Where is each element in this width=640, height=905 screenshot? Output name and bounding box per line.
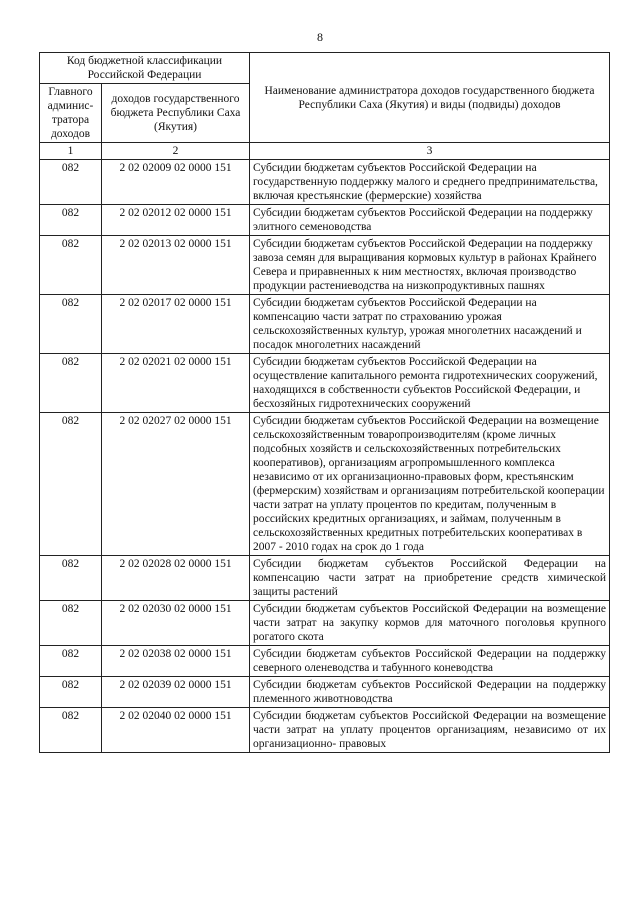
income-code-cell: 2 02 02021 02 0000 151 [102,354,250,413]
income-code-cell: 2 02 02027 02 0000 151 [102,413,250,556]
income-code-cell: 2 02 02009 02 0000 151 [102,160,250,205]
header-name-column: Наименование администратора доходов государственного бюджета Республики Саха (Якутия) и виды (подвиды) доходов [250,53,610,143]
income-description-cell: Субсидии бюджетам субъектов Российской Федерации на осуществление капитального ремонта гидротехнических сооружений, находящихся в собственности субъектов Российской Федерации, и бесхозяйных гидротехнических сооружений [250,354,610,413]
income-code-cell: 2 02 02013 02 0000 151 [102,236,250,295]
column-number-3: 3 [250,143,610,160]
table-row [40,354,610,413]
table-column-numbers-row [40,143,610,160]
income-description-cell: Субсидии бюджетам субъектов Российской Федерации на возмещение части затрат на закупку кормов для маточного поголовья крупного рогатого скота [250,601,610,646]
column-number-1: 1 [40,143,102,160]
table-row [40,708,610,753]
admin-code-cell: 082 [40,677,102,708]
admin-code-cell: 082 [40,205,102,236]
admin-code-cell: 082 [40,601,102,646]
column-number-2: 2 [102,143,250,160]
income-code-cell: 2 02 02030 02 0000 151 [102,601,250,646]
admin-code-cell: 082 [40,646,102,677]
table-row [40,236,610,295]
income-description-cell: Субсидии бюджетам субъектов Российской Федерации на поддержку северного оленеводства и табунного коневодства [250,646,610,677]
admin-code-cell: 082 [40,295,102,354]
header-income-code-column: доходов государственного бюджета Республики Саха (Якутия) [102,84,250,143]
income-code-cell: 2 02 02039 02 0000 151 [102,677,250,708]
income-code-cell: 2 02 02012 02 0000 151 [102,205,250,236]
admin-code-cell: 082 [40,354,102,413]
page-number: 8 [317,30,323,44]
table-row [40,205,610,236]
income-code-cell: 2 02 02040 02 0000 151 [102,708,250,753]
table-row [40,677,610,708]
admin-code-cell: 082 [40,708,102,753]
income-description-cell: Субсидии бюджетам субъектов Российской Федерации на возмещение части затрат на уплату процентов организациям, независимо от их организационно- правовых [250,708,610,753]
income-description-cell: Субсидии бюджетам субъектов Российской Федерации на компенсацию части затрат по страхованию урожая сельскохозяйственных культур, урожая многолетних насаждений и посадок многолетних насаждений [250,295,610,354]
admin-code-cell: 082 [40,556,102,601]
header-admin-column: Главного админис-тратора доходов [40,84,102,143]
income-description-cell: Субсидии бюджетам субъектов Российской Федерации на государственную поддержку малого и среднего предпринимательства, включая крестьянские (фермерские) хозяйства [250,160,610,205]
table-header-row [40,53,610,84]
income-description-cell: Субсидии бюджетам субъектов Российской Федерации на возмещение сельскохозяйственным товаропроизводителям (кроме личных подсобных хозяйств и сельскохозяйственных потребительских кооперативов), организациям агропромышленного комплекса независимо от их организационно-правовых форм, крестьянским (фермерским) хозяйствам и организациям потребительской кооперации части затрат на уплату процентов по кредитам, полученным в российских кредитных организациях, и займам, полученным в сельскохозяйственных кредитных потребительских кооперативах в 2007 - 2010 годах на срок до 1 года [250,413,610,556]
table-row [40,556,610,601]
income-description-cell: Субсидии бюджетам субъектов Российской Федерации на поддержку элитного семеноводства [250,205,610,236]
income-description-cell: Субсидии бюджетам субъектов Российской Федерации на компенсацию части затрат на приобретение средств химической защиты растений [250,556,610,601]
table-row [40,646,610,677]
admin-code-cell: 082 [40,236,102,295]
admin-code-cell: 082 [40,160,102,205]
income-description-cell: Субсидии бюджетам субъектов Российской Федерации на поддержку завоза семян для выращивания кормовых культур в районах Крайнего Севера и приравненных к ним местностях, включая производство продукции растениеводства на низкопродуктивных пашнях [250,236,610,295]
table-row [40,413,610,556]
income-code-cell: 2 02 02017 02 0000 151 [102,295,250,354]
table-row [40,601,610,646]
budget-classification-table [39,52,610,753]
income-code-cell: 2 02 02038 02 0000 151 [102,646,250,677]
header-budget-code-group: Код бюджетной классификации Российской Федерации [40,53,250,84]
income-code-cell: 2 02 02028 02 0000 151 [102,556,250,601]
table-row [40,160,610,205]
table-row [40,295,610,354]
income-description-cell: Субсидии бюджетам субъектов Российской Федерации на поддержку племенного животноводства [250,677,610,708]
admin-code-cell: 082 [40,413,102,556]
